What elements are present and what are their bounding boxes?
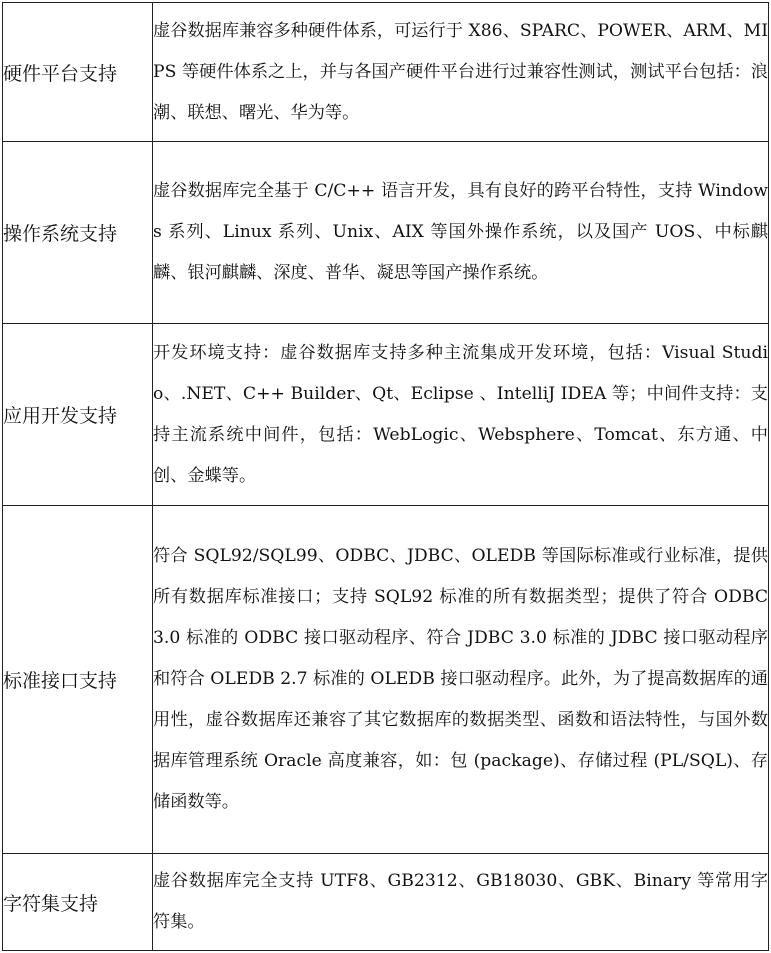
table-row-character-set	[3, 854, 769, 951]
row-label-operating-system: 操作系统支持	[3, 142, 153, 324]
table-row-application-development	[3, 324, 769, 506]
row-description-hardware-platform: 虚谷数据库兼容多种硬件体系，可运行于 X86、SPARC、POWER、ARM、MIPS 等硬件体系之上，并与各国产硬件平台进行过兼容性测试，测试平台包括：浪潮、联想、曙光、华为等。	[153, 3, 769, 142]
row-label-hardware-platform: 硬件平台支持	[3, 3, 153, 142]
row-description-application-development: 开发环境支持：虚谷数据库支持多种主流集成开发环境，包括：Visual Studio、.NET、C++ Builder、Qt、Eclipse 、IntelliJ IDEA 等；中间件支持：支持主流系统中间件，包括：WebLogic、Websphere、Tomcat、东方通、中创、金蝶等。	[153, 324, 769, 506]
table-row-hardware-platform	[3, 3, 769, 142]
feature-support-table	[2, 2, 769, 951]
table-row-standard-interface	[3, 506, 769, 854]
row-description-operating-system: 虚谷数据库完全基于 C/C++ 语言开发，具有良好的跨平台特性，支持 Windows 系列、Linux 系列、Unix、AIX 等国外操作系统，以及国产 UOS、中标麒麟、银河麒麟、深度、普华、凝思等国产操作系统。	[153, 142, 769, 324]
row-description-character-set: 虚谷数据库完全支持 UTF8、GB2312、GB18030、GBK、Binary 等常用字符集。	[153, 854, 769, 951]
row-description-standard-interface: 符合 SQL92/SQL99、ODBC、JDBC、OLEDB 等国际标准或行业标准，提供所有数据库标准接口；支持 SQL92 标准的所有数据类型；提供了符合 ODBC 3.0 标准的 ODBC 接口驱动程序、符合 JDBC 3.0 标准的 JDBC 接口驱动程序和符合 OLEDB 2.7 标准的 OLEDB 接口驱动程序。此外，为了提高数据库的通用性，虚谷数据库还兼容了其它数据库的数据类型、函数和语法特性，与国外数据库管理系统 Oracle 高度兼容，如：包 (package)、存储过程 (PL/SQL)、存储函数等。	[153, 506, 769, 854]
row-label-application-development: 应用开发支持	[3, 324, 153, 506]
row-label-character-set: 字符集支持	[3, 854, 153, 951]
row-label-standard-interface: 标准接口支持	[3, 506, 153, 854]
table-row-operating-system	[3, 142, 769, 324]
